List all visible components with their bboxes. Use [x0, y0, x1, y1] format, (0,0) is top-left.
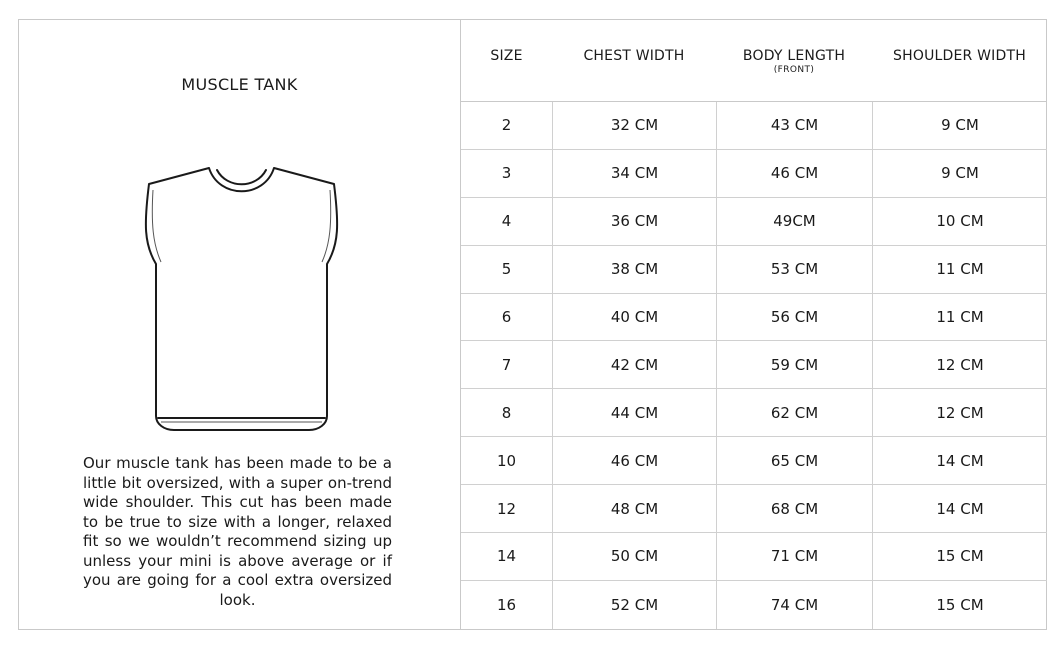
body-cell: 74 CM [716, 581, 872, 629]
size-table [461, 20, 1047, 629]
chest-cell: 44 CM [552, 389, 716, 436]
header-size: SIZE [490, 48, 523, 64]
size-cell: 2 [501, 116, 512, 135]
product-panel [19, 20, 461, 629]
header-body-length-label: BODY LENGTH [742, 48, 846, 64]
shoulder-cell: 9 CM [872, 150, 1047, 197]
body-cell: 65 CM [716, 437, 872, 484]
body-cell: 62 CM [716, 389, 872, 436]
header-body-length [716, 48, 872, 75]
header-shoulder-width: SHOULDER WIDTH [893, 48, 1026, 64]
header-chest-width: CHEST WIDTH [583, 48, 685, 64]
size-cell: 16 [496, 595, 517, 614]
table-row [461, 150, 1047, 198]
body-cell: 59 CM [716, 341, 872, 388]
table-header [461, 20, 1047, 102]
chest-cell: 38 CM [552, 246, 716, 293]
shoulder-cell: 10 CM [872, 198, 1047, 245]
shoulder-cell: 15 CM [872, 533, 1047, 580]
chest-cell: 34 CM [552, 150, 716, 197]
body-cell: 53 CM [716, 246, 872, 293]
header-body-length-sub: (FRONT) [773, 65, 815, 75]
size-cell: 10 [496, 451, 517, 470]
shoulder-cell: 12 CM [872, 389, 1047, 436]
product-title: MUSCLE TANK [181, 75, 298, 94]
chest-cell: 40 CM [552, 294, 716, 341]
table-row [461, 198, 1047, 246]
body-cell: 49CM [716, 198, 872, 245]
chest-cell: 32 CM [552, 102, 716, 149]
table-row [461, 246, 1047, 294]
table-body [461, 102, 1047, 629]
product-description: Our muscle tank has been made to be a little bit oversized, with a super on-trend wide shoulder. This cut has been made to be true to size with a longer, relaxed fit so we wouldn’t recommend sizing up unless your mini is above average or if you are going for a cool extra oversized look. [83, 454, 392, 609]
chest-cell: 48 CM [552, 485, 716, 532]
table-row [461, 581, 1047, 629]
size-cell: 8 [501, 403, 512, 422]
table-row [461, 102, 1047, 150]
chest-cell: 42 CM [552, 341, 716, 388]
chest-cell: 46 CM [552, 437, 716, 484]
shoulder-cell: 11 CM [872, 246, 1047, 293]
shoulder-cell: 14 CM [872, 437, 1047, 484]
size-cell: 14 [496, 547, 517, 566]
body-cell: 71 CM [716, 533, 872, 580]
table-row [461, 294, 1047, 342]
size-cell: 7 [501, 355, 512, 374]
shoulder-cell: 14 CM [872, 485, 1047, 532]
size-cell: 3 [501, 164, 512, 183]
tank-top-icon [129, 144, 354, 436]
table-row [461, 389, 1047, 437]
shoulder-cell: 12 CM [872, 341, 1047, 388]
size-guide-frame [18, 19, 1047, 630]
table-row [461, 341, 1047, 389]
body-cell: 68 CM [716, 485, 872, 532]
body-cell: 43 CM [716, 102, 872, 149]
size-cell: 12 [496, 499, 517, 518]
body-cell: 46 CM [716, 150, 872, 197]
chest-cell: 52 CM [552, 581, 716, 629]
chest-cell: 36 CM [552, 198, 716, 245]
table-row [461, 533, 1047, 581]
body-cell: 56 CM [716, 294, 872, 341]
shoulder-cell: 9 CM [872, 102, 1047, 149]
size-cell: 6 [501, 308, 512, 326]
table-row [461, 485, 1047, 533]
chest-cell: 50 CM [552, 533, 716, 580]
shoulder-cell: 15 CM [872, 581, 1047, 629]
table-row [461, 437, 1047, 485]
size-cell: 5 [501, 260, 512, 279]
size-cell: 4 [501, 212, 512, 231]
shoulder-cell: 11 CM [872, 294, 1047, 341]
